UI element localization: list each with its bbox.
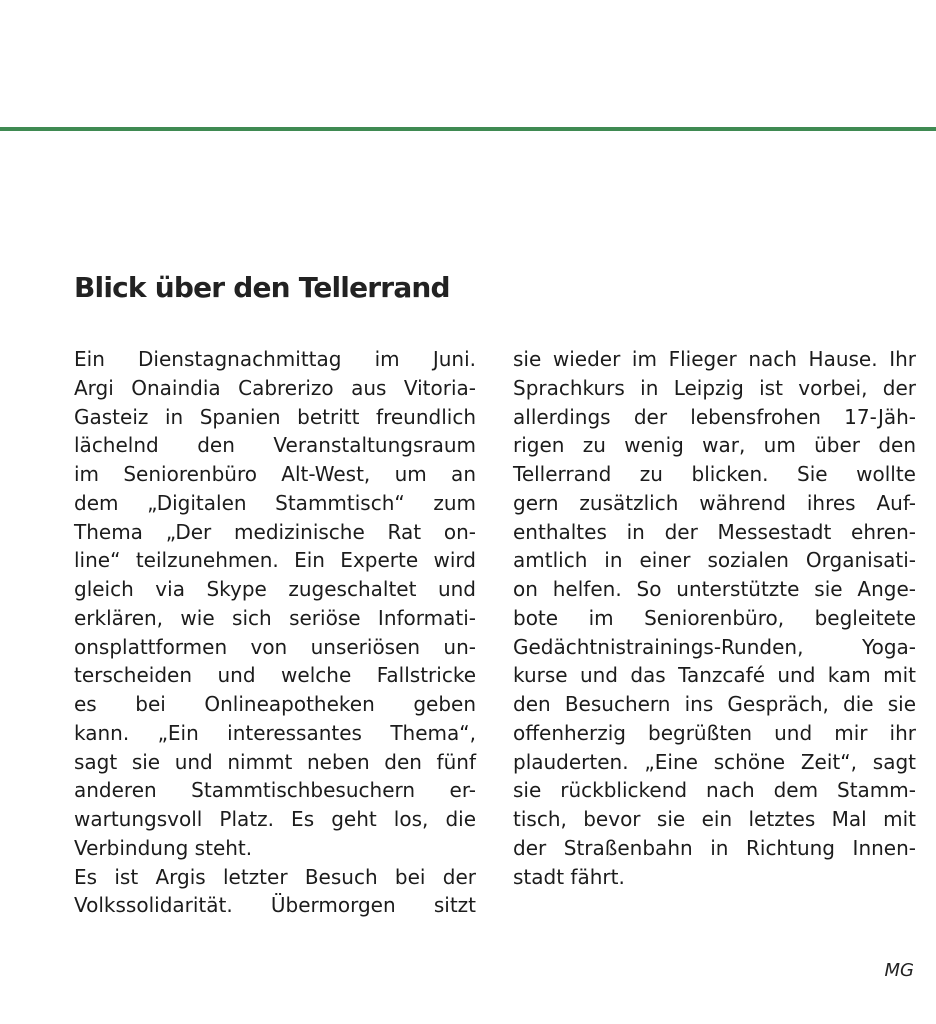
article-column-right — [513, 345, 916, 891]
article-headline: Blick über den Tellerrand — [74, 271, 450, 304]
article-text-line: sagt sie und nimmt neben den fünf — [74, 749, 476, 774]
article-text-line: stadt fährt. — [513, 864, 625, 889]
article-text-line: offenherzig begrüßten und mir ihr — [513, 720, 916, 745]
article-text-line: Sprachkurs in Leipzig ist vorbei, der — [513, 375, 916, 400]
article-text-line: sie wieder im Flieger nach Hause. Ihr — [513, 347, 916, 371]
article-text-line: wartungsvoll Platz. Es geht los, die — [74, 807, 476, 831]
article-text-line: im Seniorenbüro Alt-West, um an — [74, 462, 476, 486]
article-text-line: enthaltes in der Messestadt ehren- — [513, 519, 916, 544]
article-column-left — [74, 345, 476, 920]
article-text-line: onsplattformen von unseriösen un- — [74, 634, 476, 659]
article-text-line: tisch, bevor sie ein letztes Mal mit — [513, 807, 916, 831]
article-text-line: anderen Stammtischbesuchern er- — [74, 778, 476, 803]
article-text-line: Gasteiz in Spanien betritt freundlich — [74, 404, 476, 429]
article-text-line: rigen zu wenig war, um über den — [513, 433, 916, 458]
article-text-line: Verbindung steht. — [74, 835, 253, 860]
article-text-line: Es ist Argis letzter Besuch bei der — [74, 864, 476, 889]
article-text-line: amtlich in einer sozialen Organisati- — [513, 548, 916, 573]
article-text-line: Tellerrand zu blicken. Sie wollte — [513, 462, 916, 486]
article-text-line: sie rückblickend nach dem Stamm- — [513, 778, 916, 803]
article-text-line: allerdings der lebensfrohen 17-Jäh- — [513, 404, 916, 429]
article-text-line: gern zusätzlich während ihres Auf- — [513, 490, 916, 515]
article-text-line: Ein Dienstagnachmittag im Juni. — [74, 347, 476, 371]
article-text-line: gleich via Skype zugeschaltet und — [74, 577, 476, 601]
article-text-line: plauderten. „Eine schöne Zeit“, sagt — [513, 749, 916, 774]
article-text-line: line“ teilzunehmen. Ein Experte wird — [74, 548, 476, 573]
article-text-line: der Straßenbahn in Richtung Innen- — [513, 835, 916, 860]
article-text-line: lächelnd den Veranstaltungsraum — [74, 433, 476, 458]
article-text-line: erklären, wie sich seriöse Informati- — [74, 605, 476, 630]
article-text-line: kurse und das Tanzcafé und kam mit — [513, 663, 916, 688]
author-initials: MG — [884, 960, 914, 981]
article-text-line: den Besuchern ins Gespräch, die sie — [513, 692, 916, 716]
article-text-line: Thema „Der medizinische Rat on- — [74, 519, 476, 544]
article-text-line: dem „Digitalen Stammtisch“ zum — [74, 490, 476, 515]
article-text-line: kann. „Ein interessantes Thema“, — [74, 720, 476, 745]
header-divider-rule — [0, 127, 936, 131]
article-text-line: Gedächtnistrainings-Runden, Yoga- — [513, 634, 916, 659]
article-text-line: bote im Seniorenbüro, begleitete — [513, 605, 916, 630]
article-text-line: on helfen. So unterstützte sie Ange- — [513, 577, 916, 601]
article-text-line: es bei Onlineapotheken geben — [74, 692, 476, 716]
article-text-line: Volkssolidarität. Übermorgen sitzt — [74, 893, 476, 918]
article-text-line: Argi Onaindia Cabrerizo aus Vitoria- — [74, 375, 476, 400]
article-text-line: terscheiden und welche Fallstricke — [74, 663, 476, 688]
